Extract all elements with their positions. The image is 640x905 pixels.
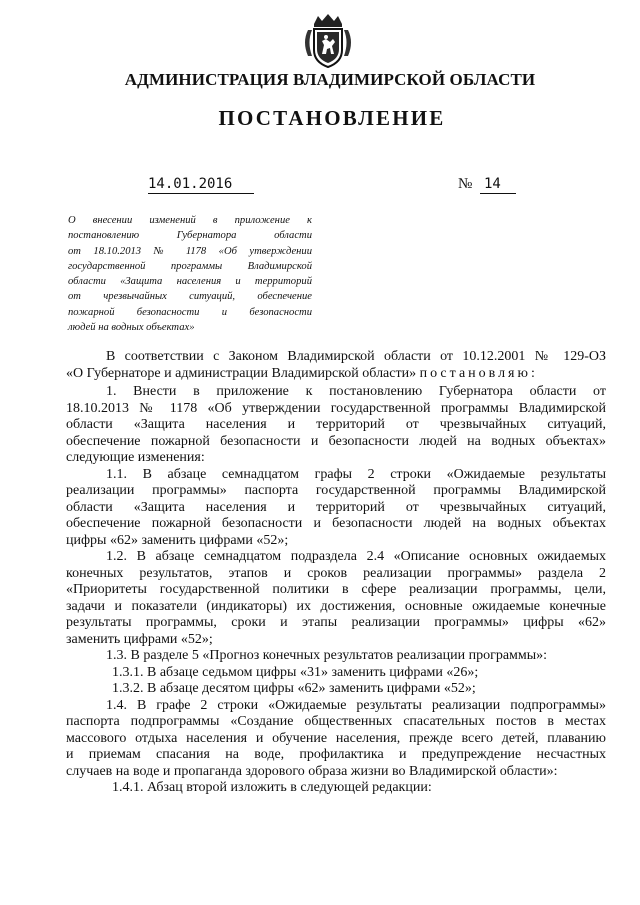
subject-line: людей на водных объектах» bbox=[68, 322, 195, 334]
subject-line: от чрезвычайных ситуаций, обеспечение bbox=[68, 291, 312, 303]
document-date: 14.01.2016 bbox=[148, 176, 254, 194]
paragraph-1-3-1: 1.3.1. В абзаце седьмом цифры «31» заменить цифрами «26»; bbox=[112, 664, 479, 680]
document-number-label: № bbox=[458, 176, 473, 192]
preamble-law-title: «О Губернаторе и администрации Владимирской области» bbox=[66, 365, 417, 381]
document-body bbox=[66, 349, 606, 797]
paragraph-1-2-line: задачи и показатели (индикаторы) их достижения, основные ожидаемые конечные bbox=[66, 598, 606, 614]
paragraph-1-1-line: области «Защита населения и территорий от чрезвычайных ситуаций, bbox=[66, 499, 606, 515]
paragraph-1-2-line: «Приоритеты государственной политики в сфере реализации программы, цели, bbox=[66, 582, 606, 597]
organization-title: АДМИНИСТРАЦИЯ ВЛАДИМИРСКОЙ ОБЛАСТИ bbox=[124, 70, 536, 89]
paragraph-1-4-line: случаев на воде и пропаганда здорового образа жизни во Владимирской области»: bbox=[66, 763, 558, 779]
subject-line: постановлению Губернатора области bbox=[68, 230, 312, 242]
paragraph-1-2-line: 1.2. В абзаце семнадцатом подраздела 2.4 «Описание основных ожидаемых bbox=[106, 549, 606, 564]
subject-line: пожарной безопасности и безопасности bbox=[68, 306, 312, 318]
document-subject bbox=[68, 213, 312, 335]
paragraph-1-4-line: массового отдыха населения и обучение населения, прежде всего детей, плаванию bbox=[66, 730, 606, 746]
document-type-title: ПОСТАНОВЛЕНИЕ bbox=[218, 106, 446, 130]
preamble-line: В соответствии с Законом Владимирской области от 10.12.2001 № 129-ОЗ bbox=[106, 349, 606, 364]
paragraph-1-1-line: обеспечение пожарной безопасности и безопасности людей на водных объектах bbox=[66, 516, 606, 531]
paragraph-1-2-line: заменить цифрами «52»; bbox=[66, 631, 213, 647]
paragraph-1-4-1: 1.4.1. Абзац второй изложить в следующей редакции: bbox=[112, 780, 432, 795]
paragraph-1-3: 1.3. В разделе 5 «Прогноз конечных результатов реализации программы»: bbox=[106, 648, 548, 663]
paragraph-1-line: области «Защита населения и территорий от чрезвычайных ситуаций, bbox=[66, 417, 606, 432]
paragraph-1-line: следующие изменения: bbox=[66, 450, 205, 465]
preamble-line bbox=[66, 366, 606, 383]
paragraph-1-2-line: конечных результатов, этапов и сроков реализации программы» раздела 2 bbox=[66, 565, 606, 581]
paragraph-1-4-line: и приемам спасания на воде, профилактика и предупреждение несчастных bbox=[66, 747, 606, 762]
paragraph-1-2-line: результаты программы, сроки и этапы реализации программы» цифры «62» bbox=[66, 615, 606, 630]
subject-line: государственной программы Владимирской bbox=[68, 260, 312, 272]
paragraph-1-4-line: 1.4. В графе 2 строки «Ожидаемые результаты реализации подпрограммы» bbox=[106, 697, 606, 713]
paragraph-1-line: обеспечение пожарной безопасности и безопасности людей на водных объектах» bbox=[66, 433, 606, 449]
paragraph-1-4-line: паспорта подпрограммы «Создание общественных спасательных постов в местах bbox=[66, 714, 606, 729]
document-number: 14 bbox=[480, 176, 516, 194]
paragraph-1-3-2: 1.3.2. В абзаце десятом цифры «62» заменить цифрами «52»; bbox=[112, 681, 476, 696]
preamble-resolve: постановляю: bbox=[419, 365, 538, 381]
paragraph-1-1-line: 1.1. В абзаце семнадцатом графы 2 строки «Ожидаемые результаты bbox=[106, 466, 606, 482]
paragraph-1-1-line: цифры «62» заменить цифрами «52»; bbox=[66, 532, 289, 548]
subject-line: области «Защита населения и территорий bbox=[68, 276, 312, 288]
paragraph-1-line: 1. Внести в приложение к постановлению Губернатора области от bbox=[106, 384, 606, 399]
subject-line: О внесении изменений в приложение к bbox=[68, 215, 312, 226]
paragraph-1-1-line: реализации программы» паспорта государственной программы Владимирской bbox=[66, 483, 606, 498]
coat-of-arms-icon bbox=[300, 12, 356, 70]
paragraph-1-line: 18.10.2013 № 1178 «Об утверждении государственной программы Владимирской bbox=[66, 400, 606, 416]
subject-line: от 18.10.2013 № 1178 «Об утверждении bbox=[68, 245, 312, 257]
